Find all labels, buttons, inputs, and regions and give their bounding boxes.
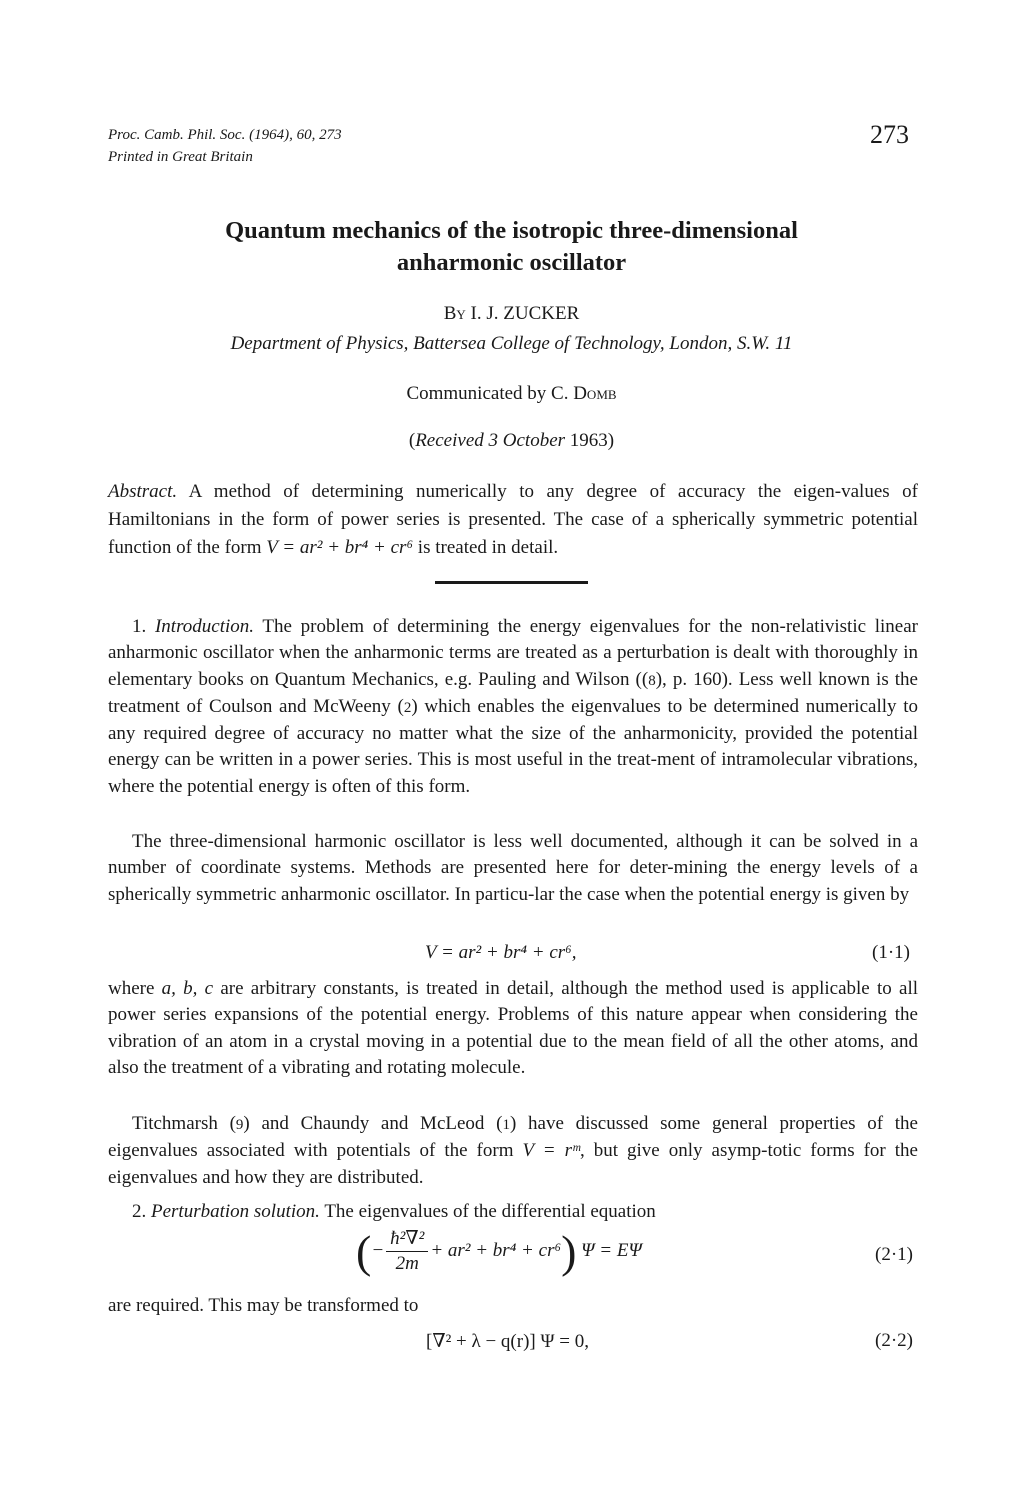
intro-p3-vars: a, b, c (161, 978, 214, 999)
intro-p4-d: , but give only asymp-totic forms for the eigenvalues and how they are distributed. (108, 1140, 918, 1188)
close-paren: ) (561, 1226, 577, 1277)
intro-p4-b: ) and Chaundy and McLeod ( (243, 1113, 503, 1134)
citation-1: 1 (502, 1117, 510, 1133)
journal-citation: Proc. Camb. Phil. Soc. (1964), 60, 273 (108, 127, 342, 143)
fraction-numerator: ħ²∇² (386, 1227, 428, 1252)
citation-9: 9 (235, 1117, 244, 1133)
section-2-paragraph-1 (108, 1199, 918, 1225)
received-date: (Received 3 October 1963) (408, 430, 615, 451)
intro-paragraph-3 (108, 976, 918, 1081)
intro-p1-c: ) which enables the eigenvalues to be determined numerically to any required degree of accuracy no matter what the size of the anharmonicity, provided the potential energy can be written in a power series. This is most useful in the treat-ment of intramolecular vibrations, where the potential energy is often of this form. (108, 695, 918, 797)
received-word: Received (415, 430, 484, 451)
page-number: 273 (870, 120, 909, 149)
communicator-name: Domb (573, 383, 617, 404)
equation-2-1-terms: + ar² + br⁴ + cr⁶ (430, 1239, 562, 1261)
section-1-heading: Introduction. (154, 616, 255, 637)
equation-2-1-number: (2·1) (875, 1244, 913, 1265)
abstract-formula: V = ar² + br⁴ + cr⁶ (266, 537, 414, 558)
open-paren: ( (356, 1226, 372, 1277)
section-divider (435, 581, 588, 584)
affiliation-text: Department of Physics, Battersea College of Technology, London, S.W. 11 (230, 333, 793, 354)
abstract-label: Abstract. (108, 481, 178, 502)
author-name: I. J. ZUCKER (470, 303, 580, 324)
title-line-2: anharmonic oscillator (396, 249, 627, 276)
paper-title (108, 215, 915, 279)
journal-header (108, 124, 342, 168)
section-2-number: 2. (132, 1201, 147, 1222)
title-line-1: Quantum mechanics of the isotropic three-dimensional (225, 217, 798, 244)
citation-8: 8 (648, 672, 656, 689)
intro-p3-a: where (108, 978, 162, 999)
byline-by: By (443, 303, 466, 324)
equation-2-2: [∇² + λ − q(r)] Ψ = 0, (426, 1331, 589, 1352)
communicated-text: Communicated by C. (406, 383, 569, 404)
equation-2-2-number: (2·2) (875, 1330, 913, 1351)
equation-1-1: V = ar² + br⁴ + cr⁶, (425, 942, 577, 963)
intro-p4-formula: V = rᵐ (522, 1140, 580, 1162)
equation-2-1-rhs: Ψ = EΨ (581, 1239, 642, 1261)
intro-p3-b: are arbitrary constants, is treated in detail, although the method used is applicable to all power series expansions of the potential energy. Problems of this nature appear when considering the vibration of an atom in a crystal moving in a potential due to the mean field of all the other atoms, and also the treatment of a vibrating and rotating molecule. (108, 978, 919, 1078)
abstract (108, 478, 918, 562)
section-1-number: 1. (132, 616, 147, 637)
communicated-by (108, 383, 915, 405)
received-day: 3 October (488, 430, 566, 451)
intro-p4-c: ) have discussed some general properties of the eigenvalues associated with potentials of the form (108, 1113, 918, 1162)
section-2-heading: Perturbation solution. (151, 1201, 320, 1222)
section-2-p1: The eigenvalues of the differential equation (319, 1201, 656, 1222)
intro-paragraph-1 (108, 614, 918, 800)
abstract-text-1: A method of determining numerically to any degree of accuracy the eigen-values of Hamiltonians in the form of power series is presented. The case of a spherically symmetric potential function of the form (108, 481, 919, 558)
printed-note: Printed in Great Britain (108, 149, 253, 165)
fraction (386, 1227, 428, 1276)
intro-p1-a: The problem of determining the energy eigenvalues for the non-relativistic linear anharmonic oscillator when the anharmonic terms are treated as a perturbation is dealt with thoroughly in elementary books on Quantum Mechanics, e.g. Pauling and Wilson (( (108, 616, 918, 690)
received-year: 1963 (569, 430, 608, 451)
equation-1-1-number: (1·1) (872, 942, 910, 963)
section-2-paragraph-2: are required. This may be transformed to (108, 1295, 419, 1316)
intro-p4-a: Titchmarsh ( (132, 1113, 236, 1134)
byline (108, 303, 915, 325)
intro-p1-b: ), p. 160). Less well known is the treatment of Coulson and McWeeny ( (108, 668, 918, 717)
intro-paragraph-4 (108, 1111, 918, 1191)
equation-2-1: (− $\frac{\text{ħ²∇²}}{2m}$ + ar² + br⁴ + cr⁶) Ψ = EΨ (356, 1226, 642, 1277)
fraction-denominator: 2m (395, 1253, 419, 1274)
intro-paragraph-2: The three-dimensional harmonic oscillator is less well documented, although it can be solved in a number of coordinate systems. Methods are presented here for deter-mining the energy levels of a spherically symmetric anharmonic oscillator. In particu-lar the case when the potential energy is given by (108, 831, 918, 905)
affiliation (108, 333, 915, 355)
abstract-text-2: is treated in detail. (413, 537, 559, 558)
citation-2: 2 (403, 699, 412, 716)
